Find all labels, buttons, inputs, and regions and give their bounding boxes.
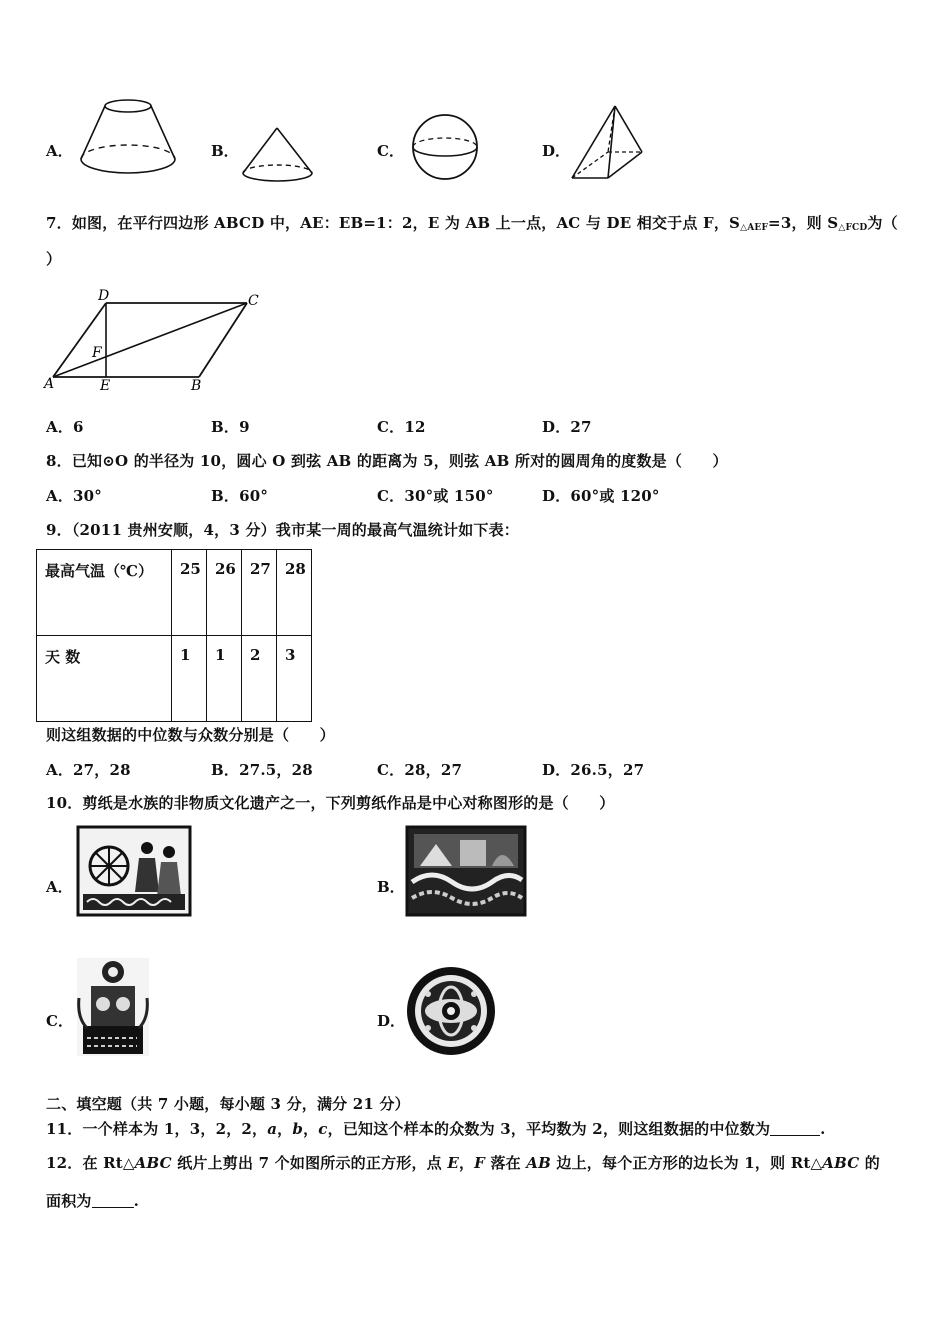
q7-stem: 7．如图，在平行四边形 ABCD 中，AE：EB=1：2，E 为 AB 上一点，AC 与 DE 相交于点 F，$S_{\triangle AEF}=3$，则 $S_{\triangle FCD}$为（ [46, 214, 898, 233]
table-cell: 3 [277, 636, 312, 722]
q12-stem-line2: 面积为 . [46, 1192, 140, 1210]
q9-option-a: A．27，28 [46, 761, 131, 779]
q9-option-d: D．26.5，27 [542, 761, 645, 779]
q7-area-fcd: $S_{\triangle FCD}$ [827, 214, 868, 233]
q7-option-d: D．27 [542, 418, 592, 436]
q7-option-a: A．6 [46, 418, 84, 436]
table-header-days: 天 数 [37, 636, 172, 722]
label-d: D [98, 288, 110, 304]
q6-option-c: C． [377, 142, 404, 160]
q10-option-c: C． [46, 1012, 73, 1030]
q10-option-b: B． [377, 878, 405, 896]
q9-option-b: B．27.5，28 [211, 761, 313, 779]
pyramid-figure [568, 102, 648, 192]
q6-option-d: D． [542, 142, 571, 160]
table-cell: 25 [172, 550, 207, 636]
q8-option-b: B．60° [211, 487, 269, 505]
q8-stem: 8．已知⊙O 的半径为 10，圆心 O 到弦 AB 的距离为 5，则弦 AB 所对的圆周角的度数是（ ） [46, 452, 728, 470]
q10-stem: 10．剪纸是水族的非物质文化遗产之一，下列剪纸作品是中心对称图形的是（ ） [46, 794, 615, 812]
papercut-a-image [77, 826, 193, 918]
table-cell: 2 [242, 636, 277, 722]
q6-option-b: B． [211, 142, 239, 160]
table-cell: 28 [277, 550, 312, 636]
papercut-d-image [406, 964, 498, 1064]
q7-option-b: B．9 [211, 418, 250, 436]
q7-stem-close: ） [46, 250, 62, 268]
sphere-figure [410, 112, 490, 192]
q10-option-d: D． [377, 1012, 406, 1030]
q7-option-c: C．12 [377, 418, 426, 436]
q10-option-a: A． [46, 878, 73, 896]
label-f: F [92, 345, 102, 361]
q9-option-c: C．28，27 [377, 761, 463, 779]
q8-option-a: A．30° [46, 487, 103, 505]
q7-area-aef: $S_{\triangle AEF}$ [729, 214, 769, 233]
table-row [37, 636, 312, 722]
temperature-table [36, 549, 312, 722]
label-c: C [248, 293, 259, 309]
q7-stem-text: 7．如图，在平行四边形 ABCD 中，AE：EB=1：2，E 为 AB 上一点，AC 与 DE 相交于点 F， [46, 214, 730, 232]
q6-option-a: A． [46, 142, 73, 160]
q12-stem: 12．在 Rt△ABC 纸片上剪出 7 个如图所示的正方形，点 E，F 落在 AB 边上，每个正方形的边长为 1，则 Rt△ABC 的 [46, 1154, 880, 1172]
q11-answer-blank[interactable] [770, 1121, 820, 1136]
q12-answer-blank[interactable] [92, 1193, 134, 1208]
cone-figure [240, 98, 320, 188]
frustum-figure [78, 96, 188, 186]
label-a: A [44, 376, 55, 392]
table-cell: 1 [207, 636, 242, 722]
table-cell: 1 [172, 636, 207, 722]
table-header-temperature: 最高气温（℃） [37, 550, 172, 636]
q9-question: 则这组数据的中位数与众数分别是（ ） [46, 726, 335, 744]
papercut-c-image [77, 958, 153, 1058]
label-b: B [191, 378, 202, 394]
q9-stem: 9．（2011 贵州安顺，4，3 分）我市某一周的最高气温统计如下表： [46, 521, 520, 539]
q8-option-d: D．60°或 120° [542, 487, 660, 505]
table-cell: 27 [242, 550, 277, 636]
parallelogram-figure [42, 288, 272, 398]
papercut-b-image [406, 826, 528, 918]
table-row [37, 550, 312, 636]
label-e: E [100, 378, 111, 394]
table-cell: 26 [207, 550, 242, 636]
q11-stem: 11．一个样本为 1，3，2，2，a，b，c，已知这个样本的众数为 3，平均数为 2，则这组数据的中位数为 . [46, 1120, 826, 1138]
q8-option-c: C．30°或 150° [377, 487, 494, 505]
section-title: 二、填空题（共 7 小题，每小题 3 分，满分 21 分） [46, 1095, 410, 1113]
